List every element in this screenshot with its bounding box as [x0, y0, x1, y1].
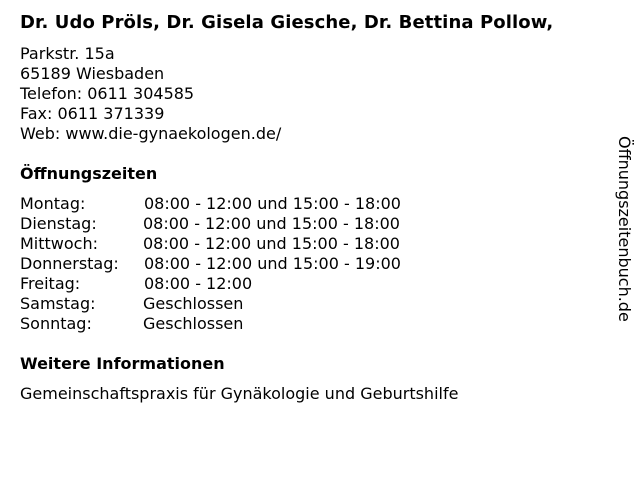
time-range: 08:00 - 12:00 und 15:00 - 18:00	[143, 214, 400, 233]
day-label: Sonntag:	[20, 314, 92, 333]
brand-watermark	[614, 136, 634, 364]
time-range: 08:00 - 12:00	[144, 274, 253, 293]
further-info-heading: Weitere Informationen	[20, 354, 225, 373]
address-block	[20, 44, 281, 144]
day-label: Mittwoch:	[20, 234, 98, 253]
time-range: 08:00 - 12:00 und 15:00 - 19:00	[144, 254, 401, 273]
phone-number: Telefon: 0611 304585	[20, 84, 195, 103]
day-label: Freitag:	[20, 274, 81, 293]
fax-number: Fax: 0611 371339	[20, 104, 165, 123]
day-label: Donnerstag:	[20, 254, 119, 273]
practice-description: Gemeinschaftspraxis für Gynäkologie und Geburtshilfe	[20, 384, 459, 403]
opening-hours-heading: Öffnungszeiten	[20, 164, 158, 183]
city-address: 65189 Wiesbaden	[20, 64, 165, 83]
time-range: 08:00 - 12:00 und 15:00 - 18:00	[143, 234, 400, 253]
day-label: Samstag:	[20, 294, 96, 313]
website: Web: www.die-gynaekologen.de/	[20, 124, 282, 143]
closed-status: Geschlossen	[143, 294, 244, 313]
time-range: 08:00 - 12:00 und 15:00 - 18:00	[144, 194, 401, 213]
practice-title: Dr. Udo Pröls, Dr. Gisela Giesche, Dr. Bettina Pollow,	[20, 12, 554, 33]
day-label: Montag:	[20, 194, 86, 213]
street-address: Parkstr. 15a	[20, 44, 115, 63]
brand-name: Öffnungszeitenbuch.de	[615, 136, 634, 322]
day-label: Dienstag:	[20, 214, 97, 233]
closed-status: Geschlossen	[143, 314, 244, 333]
